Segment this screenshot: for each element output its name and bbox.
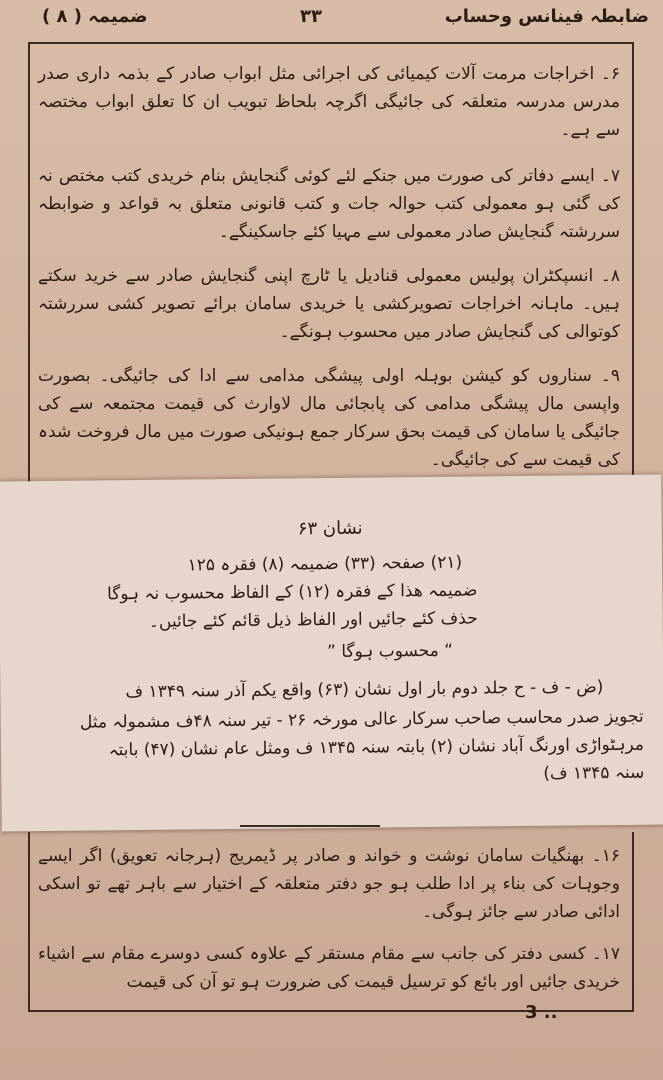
slip-line-7: مرہٹواڑی اورنگ آباد نشان (۲) بابتہ سنہ ۱۳۴۵ ف ومثل عام نشان (۴۷) بابتہ xyxy=(108,734,645,761)
header-page-number: ۳۳ xyxy=(300,6,322,27)
separator-rule xyxy=(240,825,380,827)
slip-line-4: “ محسوب ہوگا ” xyxy=(327,640,454,663)
slip-line-6: تجویز صدر محاسب صاحب سرکار عالی مورخہ ۲۶ - تیر سنہ ۴۸ف مشمولہ مثل xyxy=(79,706,644,733)
footer-mark: 3 .. xyxy=(525,1002,558,1023)
paragraph-16: ۱۶۔ بھنگیات سامان نوشت و خواند و صادر پر ڈیمریج (ہرجانہ تعویق) اگر ایسے وجوہات کی بناء پر ادا طلب ہو جو دفتر متعلقہ کے اختیار سے باہر تھے تو اسکی ادائی صادر سے جائز ہوگی۔ xyxy=(38,846,620,922)
paragraph-6: ۶۔ اخراجات مرمت آلات کیمیائی کی اجرائی مثل ابواب صادر کے بذمہ داری صدر مدرس مدرسہ متعلقہ کی جائیگی اگرچہ بلحاظ تبویب ان کا تعلق ابواب مختصہ سے ہے۔ xyxy=(38,64,620,140)
paragraph-8: ۸۔ انسپکٹران پولیس معمولی قنادیل یا ٹارچ اپنی گنجایش صادر سے خرید سکتے ہیں۔ ماہانہ اخراجات تصویرکشی یا خریدی سامان برائے تصویر کشی سررشتہ کوتوالی کی گنجایش صادر میں محسوب ہونگے۔ xyxy=(38,266,620,342)
slip-title: نشان ۶۳ xyxy=(297,517,363,540)
paragraph-9: ۹۔ سناروں کو کیشن بوہلہ اولی پیشگی مدامی سے ادا کی جائیگی۔ بصورت واپسی مال پیشگی مدامی کی پابجائی مال لاوارث کی قیمت مجتمعہ سے کی جائیگی یا سامان کی قیمت بحق سرکار جمع ہونیکی صورت میں مال فروخت شدہ کی قیمت سے کی جائیگی۔ xyxy=(38,366,620,470)
slip-line-1: (۲۱) صفحہ (۳۳) ضمیمہ (۸) فقرہ ۱۲۵ xyxy=(187,552,463,576)
paragraph-7: ۷۔ ایسے دفاتر کی صورت میں جنکے لئے کوئی گنجایش بنام خریدی کتب مختص نہ کی گئی ہو معمولی کتب حوالہ جات و کتب قانونی متعلق بہ قواعد و ضوابطہ سررشتہ گنجایش صادر معمولی سے مہیا کئے جاسکینگے۔ xyxy=(38,166,620,242)
page-header xyxy=(0,0,663,36)
header-appendix: ضمیمہ ( ۸ ) xyxy=(42,6,148,27)
slip-line-3: حذف کئے جائیں اور الفاظ ذیل قائم کئے جائیں۔ xyxy=(148,608,478,632)
paragraph-17: ۱۷۔ کسی دفتر کی جانب سے مقام مستقر کے علاوہ کسی دوسرے مقام سے اشیاء خریدی جائیں اور بائع کو ترسیل قیمت کی ضرورت ہو تو آن کی قیمت xyxy=(38,944,620,992)
slip-line-8: سنہ ۱۳۴۵ ف) xyxy=(543,762,645,784)
slip-line-2: ضمیمہ ھذا کے فقرہ (۱۲) کے الفاظ محسوب نہ ہوگا xyxy=(106,580,478,605)
pasted-correction-slip xyxy=(0,475,663,832)
slip-line-5: (ض - ف - ح جلد دوم بار اول نشان (۶۳) واقع یکم آذر سنہ ۱۳۴۹ ف xyxy=(125,677,604,703)
header-title: ضابطہ فینانس وحساب xyxy=(444,6,649,27)
